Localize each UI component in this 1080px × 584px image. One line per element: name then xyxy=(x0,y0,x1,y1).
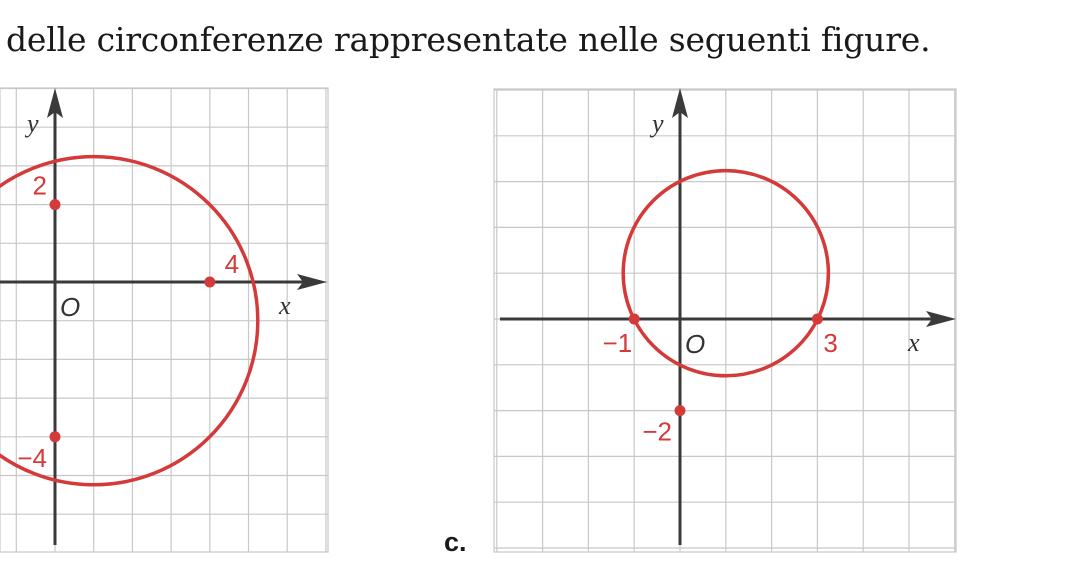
grid-left xyxy=(0,88,328,552)
figure-left xyxy=(0,88,328,552)
point-label: 2 xyxy=(32,170,47,201)
intersection-point xyxy=(675,405,686,416)
origin-label: O xyxy=(685,329,706,359)
point-label: −4 xyxy=(17,442,47,473)
intersection-point xyxy=(204,277,215,288)
grid-border xyxy=(0,88,328,552)
point-label: 3 xyxy=(823,328,838,358)
figure-c xyxy=(444,88,956,557)
intersection-point xyxy=(629,314,640,325)
point-label: −1 xyxy=(602,328,633,358)
x-axis-label: x xyxy=(908,328,920,357)
intersection-point xyxy=(50,199,61,210)
y-axis-label: y xyxy=(652,109,664,138)
origin-label: O xyxy=(60,292,81,322)
y-axis-label: y xyxy=(27,109,39,138)
intersection-point xyxy=(50,431,61,442)
point-label: 4 xyxy=(224,249,240,279)
instruction-text: delle circonferenze rappresentate nelle seguenti figure. xyxy=(6,20,931,59)
x-axis-label: x xyxy=(279,291,291,320)
intersection-point xyxy=(812,314,823,325)
figure-letter: c. xyxy=(444,527,467,557)
point-label: −2 xyxy=(642,416,672,447)
